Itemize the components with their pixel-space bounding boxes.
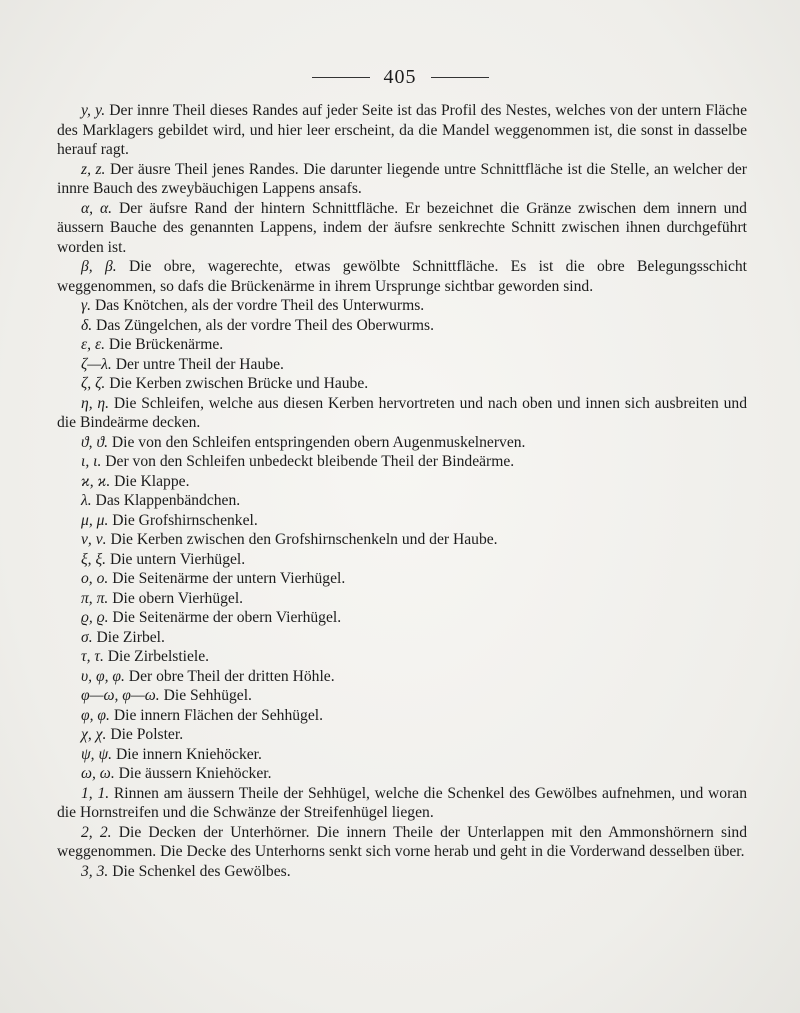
legend-symbol: τ, τ. [81,648,104,665]
legend-entry [57,686,747,706]
legend-entry [57,530,747,550]
legend-description: Die Decken der Unterhörner. Die innern Theile der Unterlappen mit den Ammonshörnern sind weggenommen. Die Decke des Unterhorns senkt sich vorne herab und geht in die Vorderwand desselben über. [57,823,747,860]
legend-symbol: ϱ, ϱ. [81,609,109,626]
legend-description: Die Kerben zwischen Brücke und Haube. [105,375,369,392]
legend-symbol: χ, χ. [81,726,107,743]
legend-description: Die Zirbelstiele. [103,648,210,665]
legend-symbol: β, β. [81,258,117,275]
legend-description: Die Seitenärme der obern Vierhügel. [108,609,342,626]
legend-entry [57,823,747,862]
legend-symbol: ι, ι. [81,453,102,470]
legend-symbol: ψ, ψ. [81,745,113,763]
legend-entry [57,589,747,609]
page-header [0,66,800,89]
legend-symbol: υ, φ, φ. [81,667,125,685]
legend-symbol: φ—ω, φ—ω. [81,687,160,704]
legend-entry [57,550,747,570]
legend-entry [57,472,747,492]
legend-description: Der untre Theil der Haube. [111,355,284,373]
legend-entry [57,511,747,531]
legend-symbol: ο, ο. [81,570,109,587]
legend-symbol: 3, 3. [81,862,109,880]
legend-symbol: μ, μ. [81,511,109,529]
legend-description: Die innern Flächen der Sehhügel. [109,706,324,724]
legend-entry [57,764,747,784]
legend-description: Der innre Theil dieses Randes auf jeder Seite ist das Profil des Nestes, welches von der untern Fläche des Marklagers gebildet wird, und hier leer erscheint, da die Mandel weggenommen ist, die sonst in dasselbe herauf ragt. [57,102,747,158]
legend-symbol: ξ, ξ. [81,550,107,568]
legend-description: Die äussern Kniehöcker. [114,765,272,782]
legend-symbol: ϰ, ϰ. [81,472,111,490]
legend-description: Das Züngelchen, als der vordre Theil des Oberwurms. [92,316,434,334]
legend-entry [57,374,747,394]
legend-text [57,101,747,881]
legend-entry [57,491,747,511]
legend-symbol: ζ—λ. [81,355,112,373]
legend-description: Die untern Vierhügel. [106,550,246,568]
header-rule-right [431,77,489,78]
legend-description: Die von den Schleifen entspringenden obern Augenmuskelnerven. [108,433,526,451]
legend-description: Die Polster. [106,726,184,743]
legend-entry [57,355,747,375]
legend-description: Das Klappenbändchen. [91,492,241,509]
legend-description: Die obre, wagerechte, etwas gewölbte Schnittfläche. Es ist die obre Belegungsschicht weggenommen, so dafs die Brückenärme in ihrem Ursprunge sichtbar geworden sind. [57,258,748,295]
legend-symbol: α, α. [81,199,113,217]
legend-description: Der von den Schleifen unbedeckt bleibende Theil der Bindeärme. [101,453,515,470]
legend-description: Rinnen am äussern Theile der Sehhügel, welche die Schenkel des Gewölbes aufnehmen, und woran die Hornstreifen und die Schwänze der Streifenhügel liegen. [57,784,748,821]
page-number: 405 [383,66,417,88]
legend-entry [57,647,747,667]
legend-entry [57,160,747,199]
legend-description: Die Sehhügel. [159,687,252,704]
header-rule-left [312,77,370,78]
legend-symbol: η, η. [81,394,110,412]
legend-entry [57,862,747,882]
legend-entry [57,569,747,589]
legend-entry [57,745,747,765]
legend-entry [57,296,747,316]
legend-symbol: ω, ω. [81,765,115,782]
legend-symbol: π, π. [81,589,109,607]
legend-entry [57,452,747,472]
legend-entry [57,335,747,355]
legend-entry [57,199,747,258]
legend-symbol: φ, φ. [81,706,110,724]
legend-entry [57,628,747,648]
legend-entry [57,316,747,336]
legend-entry [57,706,747,726]
legend-symbol: λ. [81,492,92,509]
legend-description: Die Seitenärme der untern Vierhügel. [108,570,346,587]
legend-description: Die Schleifen, welche aus diesen Kerben hervortreten und nach oben und innen sich ausbreiten und die Bindeärme decken. [57,394,748,431]
legend-entry [57,394,747,433]
legend-entry [57,725,747,745]
legend-description: Die innern Kniehöcker. [112,745,262,763]
legend-symbol: ν, ν. [81,531,107,548]
legend-description: Die Zirbel. [92,628,165,646]
legend-description: Der obre Theil der dritten Höhle. [124,667,335,685]
legend-symbol: σ. [81,628,93,646]
legend-description: Der äufsre Rand der hintern Schnittfläche. Er bezeichnet die Gränze zwischen dem innern und äussern Bauche des genannten Lappens, indem der äufsre senkrechte Schnitt zwischen ihnen durchgeführt worden ist. [57,199,747,256]
legend-description: Die Schenkel des Gewölbes. [108,862,291,880]
legend-symbol: δ. [81,316,93,334]
legend-symbol: 1, 1. [81,784,110,802]
legend-symbol: γ. [81,297,92,314]
legend-symbol: y, y. [81,102,106,119]
legend-entry [57,101,747,160]
legend-description: Der äusre Theil jenes Randes. Die darunter liegende untre Schnittfläche ist die Stelle, an welcher der innre Bauch des zweybäuchigen Lappens ansafs. [57,160,747,197]
legend-symbol: ζ, ζ. [81,375,106,392]
legend-symbol: 2, 2. [81,823,112,841]
legend-entry [57,784,747,823]
legend-description: Die Grofshirnschenkel. [108,511,258,529]
legend-description: Die Brückenärme. [105,336,224,353]
legend-description: Das Knötchen, als der vordre Theil des Unterwurms. [91,297,425,314]
legend-entry [57,667,747,687]
legend-description: Die Klappe. [110,472,190,490]
legend-symbol: ϑ, ϑ. [81,433,108,451]
legend-symbol: z, z. [81,160,106,178]
legend-entry [57,257,747,296]
legend-description: Die Kerben zwischen den Grofshirnschenkeln und der Haube. [106,531,498,548]
legend-description: Die obern Vierhügel. [108,589,244,607]
legend-symbol: ε, ε. [81,336,105,353]
legend-entry [57,608,747,628]
legend-entry [57,433,747,453]
